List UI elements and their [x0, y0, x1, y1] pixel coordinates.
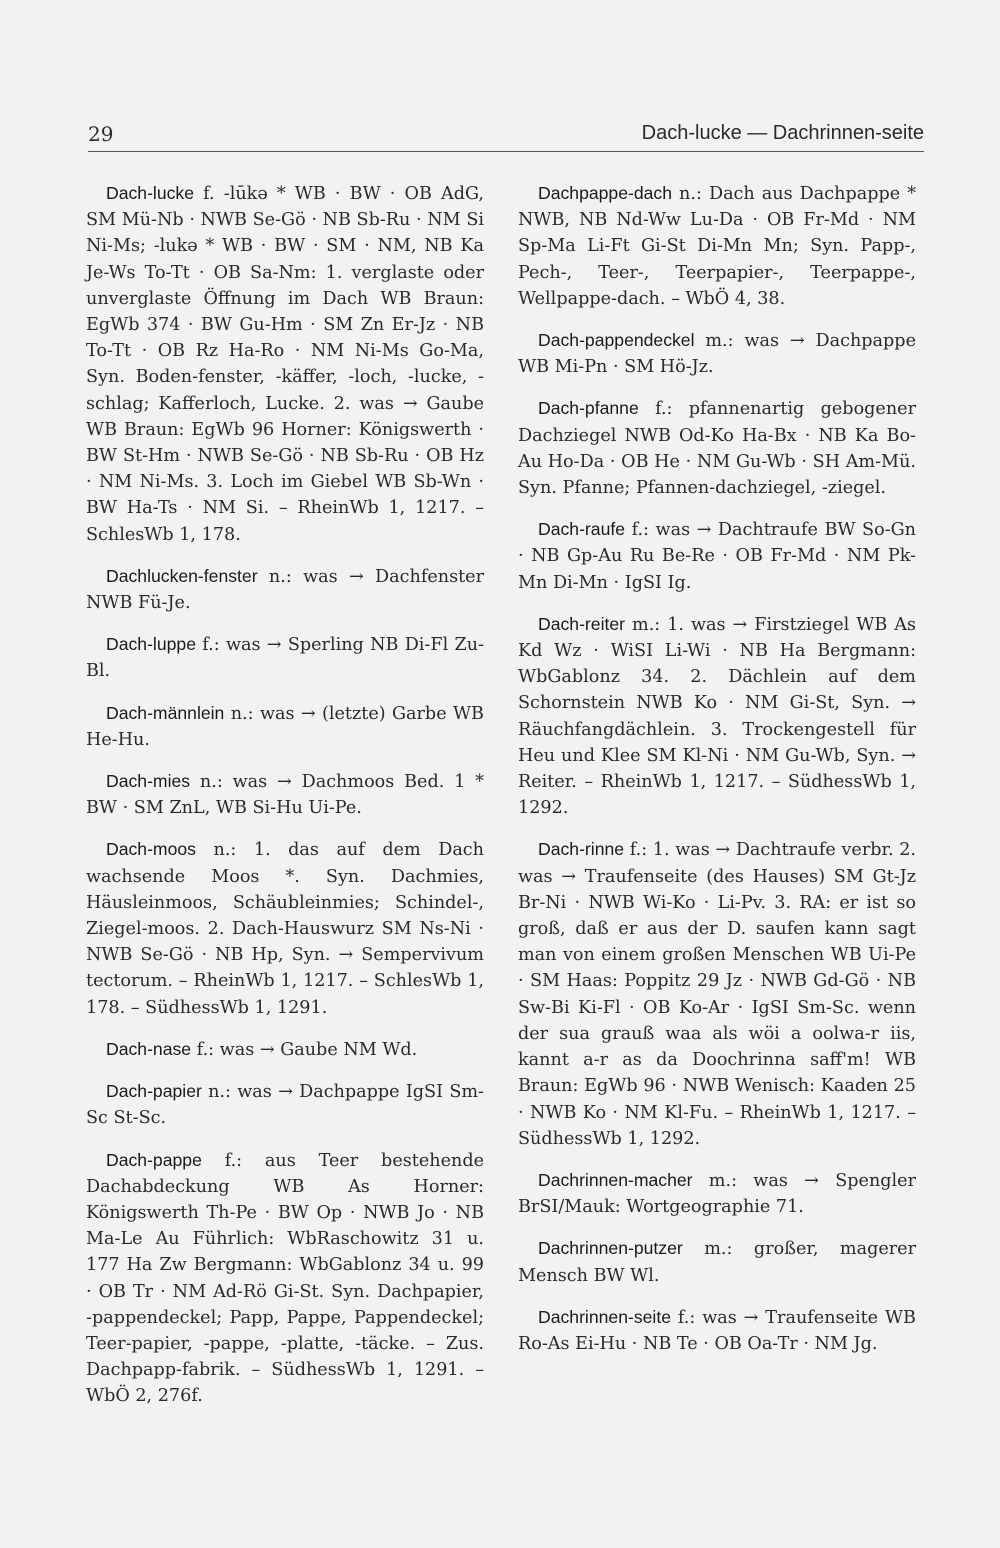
entry-lemma: Dach-reiter — [538, 613, 626, 634]
entry-lemma: Dach-raufe — [538, 519, 626, 540]
page-number: 29 — [88, 122, 114, 146]
entry-text: n.: Dach aus Dachpappe * NWB, NB Nd-Ww Lu-Da · OB Fr-Md · NM Sp-Ma Li-Ft Gi-St Di-Mn Mn; Syn. Papp-, Pech-, Teer-, Teerpapier-, Teerpappe-, Wellpappe-dach. – WbÖ 4, 38. — [518, 184, 916, 309]
dictionary-entry — [86, 1078, 484, 1131]
dictionary-entry — [518, 516, 916, 596]
dictionary-entry — [518, 611, 916, 822]
entry-text: f.: was → Traufenseite WB Ro-As Ei-Hu · NB Te · OB Oa-Tr · NM Jg. — [518, 1307, 916, 1354]
entry-lemma: Dach-mies — [106, 771, 191, 792]
right-column — [518, 180, 916, 1372]
entry-text: f. -lūkə * WB · BW · OB AdG, SM Mü-Nb · NWB Se-Gö · NB Sb-Ru · NM Si Ni-Ms; -lukə * WB · BW · SM · NM, NB Ka Je-Ws To-Tt · OB Sa-Nm: 1. verglaste oder unverglaste Öffnung im Dach WB Braun: EgWb 374 · BW Gu-Hm · SM Zn Er-Jz · NB To-Tt · OB Rz Ha-Ro · NM Ni-Ms Go-Ma, Syn. Boden-fenster, -käffer, -loch, -lucke, -schlag; Kafferloch, Lucke. 2. was → Gaube WB Braun: EgWb 96 Horner: Königswerth · BW St-Hm · NWB Se-Gö · NB Sb-Ru · OB Hz · NM Ni-Ms. 3. Loch im Giebel WB Sb-Wn · BW Ha-Ts · NM Si. – RheinWb 1, 1217. – SchlesWb 1, 178. — [86, 184, 484, 545]
entry-lemma: Dach-papier — [106, 1081, 202, 1102]
entry-text: f.: was → Gaube NM Wd. — [191, 1039, 418, 1060]
dictionary-entry — [86, 631, 484, 684]
header-rule — [88, 151, 924, 152]
entry-text: n.: 1. das auf dem Dach wachsende Moos *. Syn. Dachmies, Häusleinmoos, Schäubleinmies; Schindel-, Ziegel-moos. 2. Dach-Hauswurz SM Ns-Ni · NWB Se-Gö · NB Hp, Syn. → Sempervivum tectorum. – RheinWb 1, 1217. – SchlesWb 1, 178. – SüdhessWb 1, 1291. — [86, 840, 484, 1018]
dictionary-entry — [86, 700, 484, 753]
entry-text: m.: was → Spengler BrSI/Mauk: Wortgeographie 71. — [518, 1170, 916, 1218]
entry-text: f.: was → Sperling NB Di-Fl Zu-Bl. — [86, 635, 484, 682]
running-head: Dach-lucke — Dachrinnen-seite — [641, 122, 924, 144]
entry-lemma: Dach-männlein — [106, 702, 225, 723]
dictionary-entry — [518, 327, 916, 380]
entry-text: f.: was → Dachtraufe BW So-Gn · NB Gp-Au Ru Be-Re · OB Fr-Md · NM Pk-Mn Di-Mn · IgSI Ig. — [518, 520, 916, 593]
entry-lemma: Dachrinnen-seite — [538, 1306, 672, 1327]
dictionary-entry — [518, 1167, 916, 1220]
entry-lemma: Dach-luppe — [106, 634, 196, 655]
dictionary-entry — [86, 180, 484, 548]
entry-lemma: Dach-rinne — [538, 839, 625, 860]
page-header — [88, 122, 924, 152]
entry-lemma: Dach-pfanne — [538, 398, 639, 419]
entry-lemma: Dachrinnen-macher — [538, 1169, 693, 1190]
entry-text: n.: was → Dachpappe IgSI Sm-Sc St-Sc. — [86, 1082, 484, 1129]
dictionary-entry — [86, 836, 484, 1020]
dictionary-entry — [86, 1147, 484, 1410]
entry-text: m.: 1. was → Firstziegel WB As Kd Wz · WiSI Li-Wi · NB Ha Bergmann: WbGablonz 34. 2. Dächlein auf dem Schornstein NWB Ko · NM Gi-St, Syn. → Räuchfangdächlein. 3. Trockengestell für Heu und Klee SM Kl-Ni · NM Gu-Wb, Syn. → Reiter. – RheinWb 1, 1217. – SüdhessWb 1, 1292. — [518, 614, 916, 819]
dictionary-entry — [518, 395, 916, 501]
entry-text: n.: was → (letzte) Garbe WB He-Hu. — [86, 703, 484, 750]
entry-text: n.: was → Dachmoos Bed. 1 * BW · SM ZnL, WB Si-Hu Ui-Pe. — [86, 772, 484, 819]
entry-lemma: Dach-lucke — [106, 183, 195, 203]
dictionary-entry — [518, 180, 916, 312]
entry-lemma: Dach-pappendeckel — [538, 330, 695, 351]
dictionary-entry — [86, 768, 484, 821]
entry-lemma: Dachlucken-fenster — [106, 565, 258, 586]
dictionary-entry — [518, 836, 916, 1151]
entry-text: m.: was → Dachpappe WB Mi-Pn · SM Hö-Jz. — [518, 331, 916, 378]
entry-text: m.: großer, magerer Mensch BW Wl. — [518, 1239, 916, 1286]
entry-text: n.: was → Dachfenster NWB Fü-Je. — [86, 566, 484, 614]
left-column — [86, 180, 484, 1425]
dictionary-entry — [518, 1235, 916, 1288]
entry-text: f.: pfannenartig gebogener Dachziegel NWB Od-Ko Ha-Bx · NB Ka Bo-Au Ho-Da · OB He · NM Gu-Wb · SH Am-Mü. Syn. Pfanne; Pfannen-dachziegel, -ziegel. — [518, 399, 916, 499]
entry-lemma: Dachrinnen-putzer — [538, 1238, 683, 1259]
entry-lemma: Dachpappe-dach — [538, 183, 673, 203]
dictionary-entry — [86, 563, 484, 616]
entry-lemma: Dach-pappe — [106, 1149, 202, 1170]
entry-text: f.: aus Teer bestehende Dachabdeckung WB As Horner: Königswerth Th-Pe · BW Op · NWB Jo · NB Ma-Le Au Führlich: WbRaschowitz 31 u. 177 Ha Zw Bergmann: WbGablonz 34 u. 99 · OB Tr · NM Ad-Rö Gi-St. Syn. Dachpapier, -pappendeckel; Papp, Pappe, Pappendeckel; Teer-papier, -pappe, -platte, -täcke. – Zus. Dachpapp-fabrik. – SüdhessWb 1, 1291. – WbÖ 2, 276f. — [86, 1150, 484, 1407]
entry-lemma: Dach-moos — [106, 839, 196, 860]
entry-text: f.: 1. was → Dachtraufe verbr. 2. was → Traufenseite (des Hauses) SM Gt-Jz Br-Ni · NWB Wi-Ko · Li-Pv. 3. RA: er ist so groß, daß er aus der D. saufen kann sagt man von einem großen Menschen WB Ui-Pe · SM Haas: Poppitz 29 Jz · NWB Gd-Gö · NB Sw-Bi Ki-Fl · OB Ko-Ar · IgSI Sm-Sc. wenn der sua grauß waa als wöi a oolwa-r iis, kannt a-r as da Doochrinna saff'm! WB Braun: EgWb 96 · NWB Wenisch: Kaaden 25 · NWB Ko · NM Kl-Fu. – RheinWb 1, 1217. – SüdhessWb 1, 1292. — [518, 840, 916, 1149]
entry-lemma: Dach-nase — [106, 1038, 192, 1059]
dictionary-entry — [86, 1036, 484, 1063]
dictionary-entry — [518, 1304, 916, 1357]
